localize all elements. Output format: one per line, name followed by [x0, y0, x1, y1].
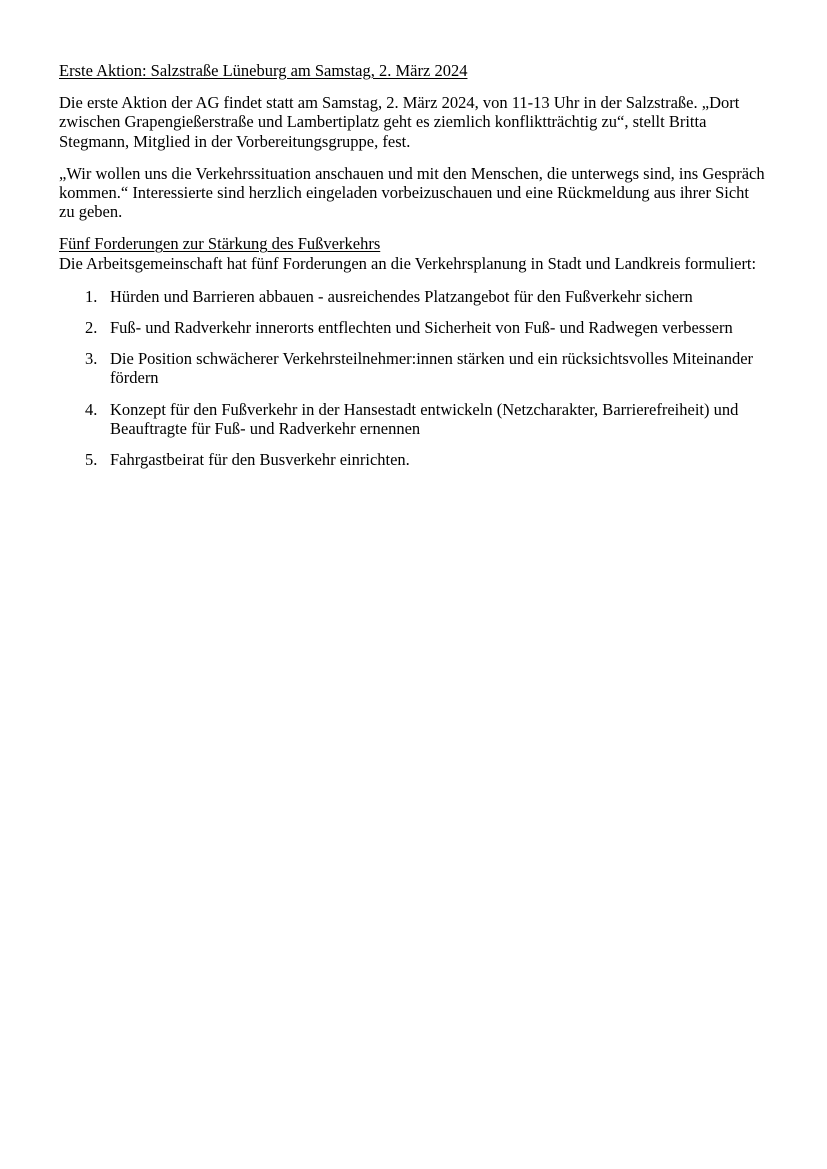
list-item-text: Die Position schwächerer Verkehrsteilnehmer:innen stärken und ein rücksichtsvolles Miteinander fördern	[110, 349, 754, 388]
list-item	[59, 400, 765, 438]
paragraph-quote-invitation: „Wir wollen uns die Verkehrssituation anschauen und mit den Menschen, die unterwegs sind, ins Gespräch kommen.“ Interessierte sind herzlich eingeladen vorbeizuschauen und eine Rückmeldung aus ihrer Sicht zu geben.	[59, 163, 765, 222]
subheading-intro: Die Arbeitsgemeinschaft hat fünf Forderungen an die Verkehrsplanung in Stadt und Landkreis formuliert:	[59, 253, 757, 273]
subheading: Fünf Forderungen zur Stärkung des Fußverkehrs	[59, 234, 381, 254]
demands-list	[59, 287, 765, 469]
list-item-text: Fahrgastbeirat für den Busverkehr einrichten.	[110, 450, 410, 470]
list-item	[59, 450, 765, 469]
subheading-block	[59, 234, 765, 272]
list-item-number: 2.	[85, 318, 98, 338]
page-title: Erste Aktion: Salzstraße Lüneburg am Samstag, 2. März 2024	[59, 61, 468, 80]
list-item-text: Konzept für den Fußverkehr in der Hansestadt entwickeln (Netzcharakter, Barrierefreiheit) und Beauftragte für Fuß- und Radverkehr ernennen	[110, 399, 739, 438]
list-item-number: 5.	[85, 450, 98, 470]
paragraph-intro-action: Die erste Aktion der AG findet statt am Samstag, 2. März 2024, von 11-13 Uhr in der Salzstraße. „Dort zwischen Grapengießerstraße und Lambertiplatz geht es ziemlich konfliktträchtig zu“, stellt Britta Stegmann, Mitglied in der Vorbereitungsgruppe, fest.	[59, 93, 740, 151]
list-item-text: Fuß- und Radverkehr innerorts entflechten und Sicherheit von Fuß- und Radwegen verbessern	[110, 318, 733, 338]
list-item-number: 3.	[85, 349, 98, 369]
list-item	[59, 349, 765, 387]
list-item-number: 1.	[85, 286, 98, 306]
list-item	[59, 287, 765, 306]
list-item	[59, 318, 765, 337]
list-item-number: 4.	[85, 399, 98, 419]
list-item-text: Hürden und Barrieren abbauen - ausreichendes Platzangebot für den Fußverkehr sichern	[110, 286, 693, 306]
